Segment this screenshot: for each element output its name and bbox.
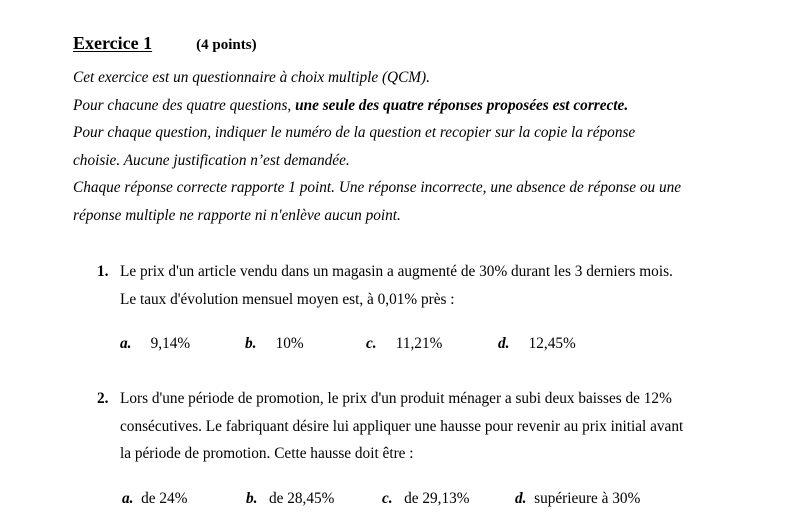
exercise-points: (4 points)	[196, 37, 257, 53]
answer-option-a[interactable]	[120, 335, 190, 353]
question-line: Le prix d'un article vendu dans un magasin a augmenté de 30% durant les 3 derniers mois.	[120, 263, 673, 280]
question-line: consécutives. Le fabriquant désire lui appliquer une hausse pour revenir au prix initial avant	[120, 417, 684, 435]
instruction-line: Chaque réponse correcte rapporte 1 point. Une réponse incorrecte, une absence de réponse ou une	[73, 179, 682, 196]
question-number: 2.	[97, 390, 109, 407]
answer-option-d[interactable]	[515, 490, 640, 508]
question-1	[97, 258, 757, 313]
instruction-line	[73, 92, 773, 120]
question-2-answers	[122, 490, 722, 512]
answer-text: de 24%	[141, 490, 188, 507]
instruction-line: choisie. Aucune justification n’est demandée.	[73, 151, 350, 169]
exercise-instructions	[73, 64, 773, 229]
instruction-emphasis: une seule des quatre réponses proposées est correcte.	[295, 96, 629, 114]
instruction-line: Cet exercice est un questionnaire à choix multiple (QCM).	[73, 69, 430, 86]
answer-letter: a.	[120, 335, 132, 352]
answer-text: 9,14%	[150, 335, 191, 352]
question-line: la période de promotion. Cette hausse doit être :	[120, 445, 414, 462]
question-1-answers	[120, 335, 720, 357]
answer-letter: b.	[245, 335, 257, 352]
exercise-title: Exercice 1	[73, 33, 153, 53]
question-text	[120, 258, 757, 313]
question-number: 1.	[97, 263, 109, 280]
answer-text: de 29,13%	[404, 490, 470, 507]
answer-text: supérieure à 30%	[534, 490, 641, 507]
question-text	[120, 385, 757, 468]
instruction-line: réponse multiple ne rapporte ni n'enlève aucun point.	[73, 206, 401, 224]
answer-option-d[interactable]	[498, 335, 576, 353]
answer-option-a[interactable]	[122, 490, 187, 508]
answer-option-b[interactable]	[246, 490, 334, 508]
answer-letter: d.	[515, 490, 527, 507]
instruction-text: Pour chacune des quatre questions,	[73, 96, 296, 114]
answer-text: de 28,45%	[268, 490, 335, 507]
question-line: Lors d'une période de promotion, le prix d'un produit ménager a subi deux baisses de 12%	[120, 390, 672, 407]
answer-letter: b.	[246, 490, 258, 507]
answer-text: 10%	[275, 335, 304, 352]
answer-option-b[interactable]	[245, 335, 304, 353]
question-line: Le taux d'évolution mensuel moyen est, à 0,01% près :	[120, 290, 455, 308]
exercise-header	[73, 33, 257, 55]
answer-letter: a.	[122, 490, 134, 507]
answer-letter: c.	[366, 335, 377, 352]
answer-letter: c.	[382, 490, 393, 507]
answer-text: 12,45%	[528, 335, 576, 352]
question-2	[97, 385, 757, 468]
answer-option-c[interactable]	[366, 335, 442, 353]
instruction-line: Pour chaque question, indiquer le numéro de la question et recopier sur la copie la réponse	[73, 124, 636, 141]
answer-option-c[interactable]	[382, 490, 470, 508]
answer-text: 11,21%	[395, 335, 443, 352]
answer-letter: d.	[498, 335, 510, 352]
